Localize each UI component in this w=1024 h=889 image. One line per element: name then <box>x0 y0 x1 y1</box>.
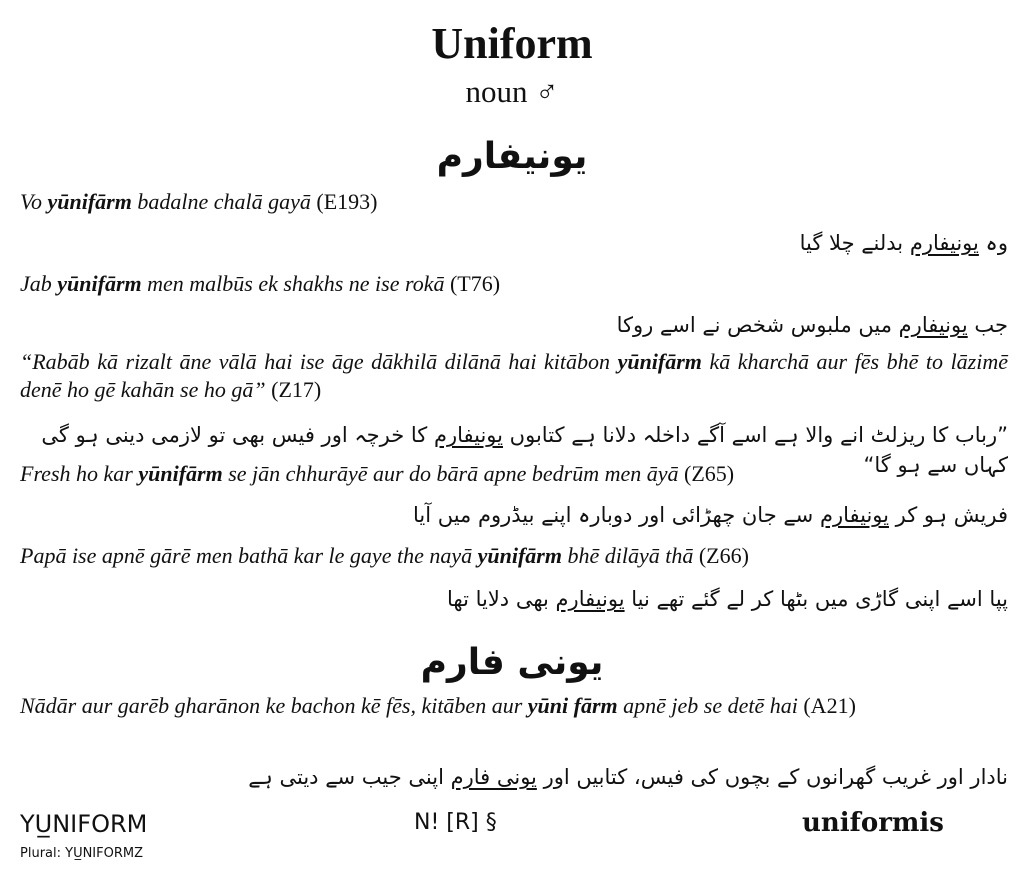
roman-text: Jab <box>20 271 58 296</box>
section-heading-urdu: یونیفارم <box>436 136 588 177</box>
headword-roman: yūnifārm <box>617 349 702 374</box>
source-reference: (A21) <box>803 693 856 718</box>
example-roman <box>20 348 1008 404</box>
headword-roman: yūnifārm <box>138 461 223 486</box>
urdu-text: اپنی جیب سے دیتی ہے <box>248 765 451 789</box>
example-roman <box>20 188 1008 216</box>
example-urdu <box>20 310 1008 340</box>
footer-codes: N! [R] § <box>414 810 497 835</box>
source-reference: (Z66) <box>698 543 749 568</box>
source-reference: (Z17) <box>271 377 322 402</box>
urdu-text: پپا اسے اپنی گاڑی میں بٹھا کر لے گئے تھے نیا <box>624 587 1008 611</box>
urdu-text: نادار اور غریب گھرانوں کے بچوں کی فیس، کتابیں اور <box>536 765 1008 789</box>
example-roman <box>20 270 1008 298</box>
urdu-text: ”رباب کا ریزلٹ انے والا ہے اسے آگے داخلہ دلانا ہے کتابوں <box>503 423 1008 447</box>
footer-plural: Plural: YU̲NIFORMZ <box>20 846 144 861</box>
footer-headword: YU̲NIFORM <box>20 810 148 838</box>
example-urdu <box>20 584 1008 614</box>
roman-text: kā kharchā aur fēs bhē to lāzimē denē ho gē kahān se ho gā” <box>20 349 1009 402</box>
headword-urdu: یونیفارم <box>819 503 889 527</box>
roman-text: bhē dilāyā thā <box>561 543 699 568</box>
headword-urdu: یونیفارم <box>433 423 503 447</box>
urdu-text: فریش ہو کر <box>888 503 1008 527</box>
headword-roman: yūnifārm <box>57 271 142 296</box>
roman-text: Vo <box>20 189 48 214</box>
urdu-text: بدلنے چلا گیا <box>799 231 910 255</box>
source-reference: (Z65) <box>684 461 735 486</box>
headword-urdu: یونیفارم <box>909 231 979 255</box>
headword-roman: yūnifārm <box>47 189 132 214</box>
source-reference: (E193) <box>316 189 378 214</box>
part-of-speech-line <box>0 74 1024 110</box>
example-roman <box>20 692 1008 720</box>
entry-title: Uniform <box>431 19 593 68</box>
example-urdu <box>20 762 1008 792</box>
urdu-text: میں ملبوس شخص نے اسے روکا <box>616 313 899 337</box>
roman-text: men malbūs ek shakhs ne ise rokā <box>141 271 450 296</box>
example-roman <box>20 460 1008 488</box>
roman-text: apnē jeb se detē hai <box>617 693 804 718</box>
urdu-text: جب <box>967 313 1008 337</box>
roman-text: badalne chalā gayā <box>131 189 317 214</box>
headword-roman: yūnifārm <box>477 543 562 568</box>
urdu-text: کا خرچہ اور فیس بھی تو لازمی دینی ہو گی کہاں سے ہو گا“ <box>41 423 1008 477</box>
footer-etymology: uniformis <box>802 808 944 838</box>
headword-urdu: یونیفارم <box>555 587 625 611</box>
example-urdu <box>20 500 1008 530</box>
headword-roman: yūni fārm <box>527 693 618 718</box>
urdu-text: وہ <box>978 231 1008 255</box>
example-roman <box>20 542 1008 570</box>
headword-urdu: یونیفارم <box>898 313 968 337</box>
roman-text: “Rabāb kā rizalt āne vālā hai ise āge dākhilā dilānā hai kitābon <box>20 349 618 374</box>
male-gender-icon: ♂ <box>535 74 559 109</box>
roman-text: Fresh ho kar <box>20 461 139 486</box>
part-of-speech: noun <box>465 74 528 109</box>
roman-text: Nādār aur garēb gharānon ke bachon kē fēs, kitāben aur <box>20 693 528 718</box>
example-urdu <box>20 228 1008 258</box>
urdu-text: بھی دلایا تھا <box>446 587 556 611</box>
roman-text: Papā ise apnē gārē men bathā kar le gaye the nayā <box>20 543 478 568</box>
headword-urdu: یونی فارم <box>450 765 537 789</box>
source-reference: (T76) <box>449 271 501 296</box>
urdu-text: سے جان چھڑائی اور دوبارہ اپنے بیڈروم میں آیا <box>412 503 820 527</box>
roman-text: se jān chhurāyē aur do bārā apne bedrūm men āyā <box>222 461 685 486</box>
section-heading-urdu: یونی فارم <box>420 642 604 683</box>
